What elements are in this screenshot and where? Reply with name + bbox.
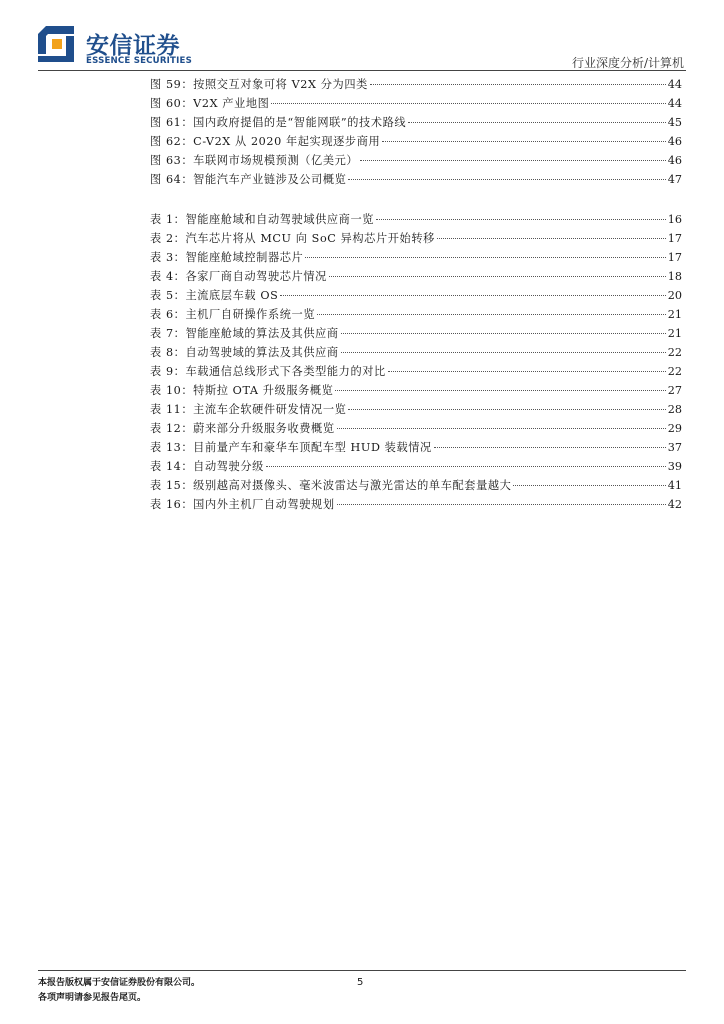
toc-leader-dots	[434, 447, 666, 448]
toc-leader-dots	[408, 122, 666, 123]
toc-leader-dots	[271, 103, 665, 104]
toc-page-number: 37	[667, 441, 682, 454]
footer-disclaimer	[38, 976, 200, 1006]
toc-row[interactable]	[150, 210, 682, 229]
toc-page-number: 42	[667, 498, 682, 511]
toc-row[interactable]	[150, 476, 682, 495]
toc-page-number: 17	[667, 232, 682, 245]
toc-entry-label: 表 1：智能座舱域和自动驾驶域供应商一览	[150, 213, 375, 226]
toc-entry-label: 图 63：车联网市场规模预测（亿美元）	[150, 154, 359, 167]
toc-leader-dots	[360, 160, 666, 161]
page-number: 5	[357, 977, 364, 988]
toc-row[interactable]	[150, 151, 682, 170]
toc-row[interactable]	[150, 94, 682, 113]
toc-leader-dots	[376, 219, 666, 220]
toc-row[interactable]	[150, 419, 682, 438]
toc-row[interactable]	[150, 132, 682, 151]
toc-row[interactable]	[150, 343, 682, 362]
logo-english-name: ESSENCE SECURITIES	[86, 56, 192, 66]
toc-entry-label: 表 8：自动驾驶域的算法及其供应商	[150, 346, 339, 359]
toc-page-number: 18	[667, 270, 682, 283]
toc-page-number: 39	[667, 460, 682, 473]
toc-entry-label: 表 16：国内外主机厂自动驾驶规划	[150, 498, 335, 511]
toc-page-number: 47	[667, 173, 682, 186]
toc-leader-dots	[337, 504, 666, 505]
toc-leader-dots	[341, 333, 666, 334]
toc-entry-label: 图 64：智能汽车产业链涉及公司概览	[150, 173, 347, 186]
toc-row[interactable]	[150, 286, 682, 305]
toc-entry-label: 图 62：C-V2X 从 2020 年起实现逐步商用	[150, 135, 381, 148]
toc-entry-label: 表 12：蔚来部分升级服务收费概览	[150, 422, 335, 435]
toc-leader-dots	[335, 390, 665, 391]
toc-entry-label: 表 9：车载通信总线形式下各类型能力的对比	[150, 365, 386, 378]
toc-entry-label: 表 4：各家厂商自动驾驶芯片情况	[150, 270, 327, 283]
toc-page-number: 44	[667, 78, 682, 91]
toc-leader-dots	[341, 352, 666, 353]
toc-row[interactable]	[150, 229, 682, 248]
table-list	[150, 210, 682, 514]
toc-row[interactable]	[150, 170, 682, 189]
toc-page-number: 41	[667, 479, 682, 492]
toc-entry-label: 表 6：主机厂自研操作系统一览	[150, 308, 316, 321]
toc-leader-dots	[513, 485, 665, 486]
header-divider	[38, 70, 686, 71]
toc-entry-label: 图 61：国内政府提倡的是“智能网联”的技术路线	[150, 116, 407, 129]
toc-leader-dots	[266, 466, 666, 467]
toc-entry-label: 表 7：智能座舱域的算法及其供应商	[150, 327, 339, 340]
toc-page-number: 45	[667, 116, 682, 129]
toc-leader-dots	[317, 314, 666, 315]
toc-entry-label: 表 3：智能座舱域控制器芯片	[150, 251, 304, 264]
toc-leader-dots	[388, 371, 666, 372]
toc-page-number: 46	[667, 135, 682, 148]
toc-entry-label: 表 15：级别越高对摄像头、毫米波雷达与激光雷达的单车配套量越大	[150, 479, 512, 492]
toc-row[interactable]	[150, 75, 682, 94]
toc-entry-label: 表 14：自动驾驶分级	[150, 460, 264, 473]
toc-page-number: 21	[667, 308, 682, 321]
toc-leader-dots	[337, 428, 666, 429]
toc-row[interactable]	[150, 495, 682, 514]
toc-leader-dots	[348, 179, 665, 180]
toc-entry-label: 表 2：汽车芯片将从 MCU 向 SoC 异构芯片开始转移	[150, 232, 435, 245]
footer-divider	[38, 970, 686, 971]
toc-leader-dots	[348, 409, 665, 410]
figure-list	[150, 75, 682, 189]
toc-entry-label: 图 60：V2X 产业地图	[150, 97, 270, 110]
toc-row[interactable]	[150, 267, 682, 286]
toc-page-number: 17	[667, 251, 682, 264]
disclaimer-notice: 各项声明请参见报告尾页。	[38, 993, 147, 1003]
toc-page-number: 21	[667, 327, 682, 340]
toc-page-number: 16	[667, 213, 682, 226]
toc-entry-label: 表 5：主流底层车载 OS	[150, 289, 279, 302]
toc-entry-label: 表 13：目前量产车和豪华车顶配车型 HUD 装载情况	[150, 441, 432, 454]
toc-entry-label: 表 10：特斯拉 OTA 升级服务概览	[150, 384, 334, 397]
toc-page-number: 22	[667, 346, 682, 359]
toc-row[interactable]	[150, 248, 682, 267]
toc-leader-dots	[280, 295, 665, 296]
toc-leader-dots	[382, 141, 665, 142]
toc-page-number: 29	[667, 422, 682, 435]
toc-row[interactable]	[150, 362, 682, 381]
toc-row[interactable]	[150, 400, 682, 419]
logo-mark-icon	[38, 26, 74, 62]
toc-page-number: 20	[667, 289, 682, 302]
toc-row[interactable]	[150, 457, 682, 476]
toc-page-number: 46	[667, 154, 682, 167]
toc-entry-label: 图 59：按照交互对象可将 V2X 分为四类	[150, 78, 368, 91]
toc-leader-dots	[437, 238, 666, 239]
toc-row[interactable]	[150, 113, 682, 132]
toc-row[interactable]	[150, 381, 682, 400]
copyright-notice: 本报告版权属于安信证券股份有限公司。	[38, 978, 201, 988]
toc-entry-label: 表 11：主流车企软硬件研发情况一览	[150, 403, 347, 416]
toc-page-number: 22	[667, 365, 682, 378]
report-category: 行业深度分析/计算机	[571, 56, 684, 70]
logo-chinese-name: 安信证券	[86, 33, 180, 59]
toc-page-number: 44	[667, 97, 682, 110]
company-logo	[38, 26, 198, 66]
toc-page-number: 27	[667, 384, 682, 397]
toc-leader-dots	[370, 84, 666, 85]
toc-leader-dots	[329, 276, 666, 277]
toc-leader-dots	[305, 257, 665, 258]
toc-row[interactable]	[150, 438, 682, 457]
toc-row[interactable]	[150, 305, 682, 324]
toc-row[interactable]	[150, 324, 682, 343]
toc-page-number: 28	[667, 403, 682, 416]
